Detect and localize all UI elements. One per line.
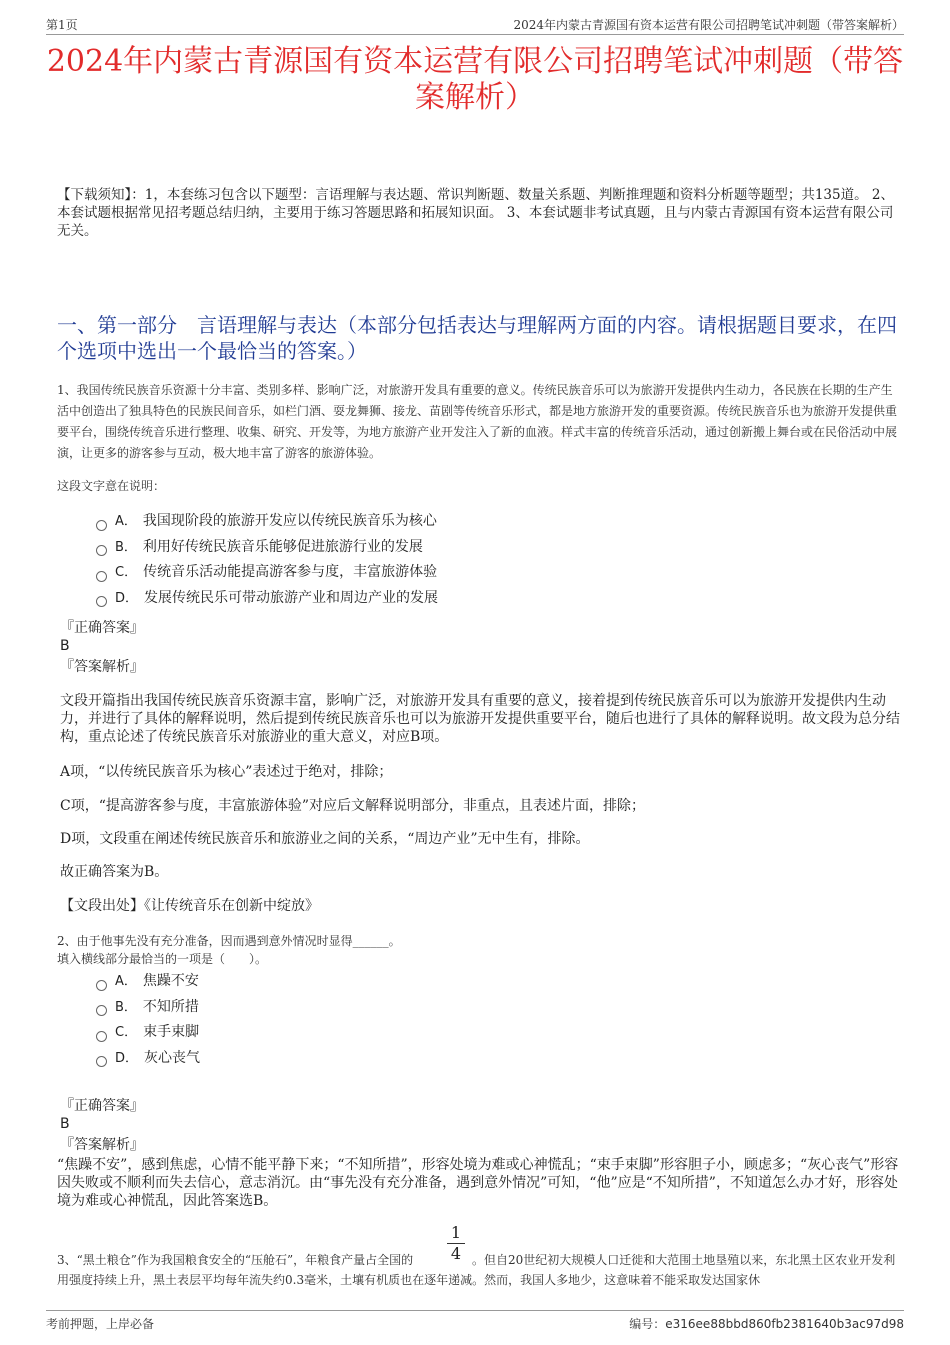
answer-label: 『正确答案』 <box>60 1098 144 1114</box>
question-2-stem: 2、由于他事先没有充分准备，因而遇到意外情况时显得______。 <box>57 934 401 948</box>
page-header <box>46 14 904 35</box>
correct-answer: B <box>60 638 70 654</box>
option-c[interactable]: C． 束手束脚 <box>96 1021 200 1047</box>
option-b[interactable]: B． 利用好传统民族音乐能够促进旅游行业的发展 <box>96 536 438 562</box>
radio-button[interactable] <box>96 1056 107 1067</box>
radio-button[interactable] <box>96 520 107 531</box>
radio-button[interactable] <box>96 1031 107 1042</box>
analysis-paragraph: A项，“以传统民族音乐为核心”表述过于绝对，排除； <box>60 764 393 780</box>
document-title: 2024年内蒙古青源国有资本运营有限公司招聘笔试冲刺题（带答案解析） <box>46 44 904 115</box>
option-a[interactable]: A． 焦躁不安 <box>96 970 200 996</box>
question-3-stem-start: 3、“黑土粮仓”作为我国粮食安全的“压舱石”，年粮食产量占全国的 <box>57 1253 414 1267</box>
option-d[interactable]: D． 发展传统民乐可带动旅游产业和周边产业的发展 <box>96 587 438 613</box>
option-c[interactable]: C． 传统音乐活动能提高游客参与度，丰富旅游体验 <box>96 561 438 587</box>
section-heading: 一、第一部分 言语理解与表达（本部分包括表达与理解两方面的内容。请根据题目要求，在四个选项中选出一个最恰当的答案。） <box>57 313 897 363</box>
analysis-paragraph: D项，文段重在阐述传统民族音乐和旅游业之间的关系，“周边产业”无中生有，排除。 <box>60 831 590 847</box>
analysis-label: 『答案解析』 <box>60 1137 144 1153</box>
radio-button[interactable] <box>96 1005 107 1016</box>
radio-button[interactable] <box>96 596 107 607</box>
page-number: 第1页 <box>46 18 78 32</box>
download-notice: 【下载须知】：1，本套练习包含以下题型：言语理解与表达题、常识判断题、数量关系题、判断推理题和资料分析题等题型；共135道。 2、本套试题根据常见招考题总结归纳，主要用于练习答题思路和拓展知识面。 3、本套试题非考试真题，且与内蒙古青源国有资本运营有限公司无关。 <box>57 187 894 239</box>
option-a[interactable]: A． 我国现阶段的旅游开发应以传统民族音乐为核心 <box>96 510 438 536</box>
radio-button[interactable] <box>96 571 107 582</box>
analysis-paragraph: “焦躁不安”，感到焦虑，心情不能平静下来；“不知所措”，形容处境为难或心神慌乱；“束手束脚”形容胆子小，顾虑多；“灰心丧气”形容因失败或不顺利而失去信心，意志消沉。由“事先没有充分准备，遇到意外情况”可知，“他”应是“不知所措”，不知道怎么办才好，形容处境为难或心神慌乱，因此答案选B。 <box>57 1157 899 1209</box>
page-footer <box>46 1310 904 1331</box>
correct-answer: B <box>60 1116 70 1132</box>
question-1-options <box>96 510 438 612</box>
analysis-paragraph: C项，“提高游客参与度，丰富旅游体验”对应后文解释说明部分，非重点，且表述片面，排除； <box>60 798 646 814</box>
fraction-one-quarter: 1 4 <box>445 1224 467 1263</box>
radio-button[interactable] <box>96 545 107 556</box>
answer-label: 『正确答案』 <box>60 620 144 636</box>
question-2-options <box>96 970 200 1072</box>
radio-button[interactable] <box>96 980 107 991</box>
header-doc-title: 2024年内蒙古青源国有资本运营有限公司招聘笔试冲刺题（带答案解析） <box>513 18 904 32</box>
question-2-prompt: 填入横线部分最恰当的一项是（ ）。 <box>57 952 268 966</box>
analysis-paragraph: 文段开篇指出我国传统民族音乐资源丰富，影响广泛，对旅游开发具有重要的意义，接着提到传统民族音乐可以为旅游开发提供内生动力，并进行了具体的解释说明，然后提到传统民族音乐也可以为旅游开发提供重要平台，随后也进行了具体的解释说明。故文段为总分结构，重点论述了传统民族音乐对旅游业的重大意义，对应B项。 <box>60 693 900 745</box>
footer-slogan: 考前押题，上岸必备 <box>46 1317 155 1331</box>
question-1-stem: 1、我国传统民族音乐资源十分丰富、类别多样、影响广泛，对旅游开发具有重要的意义。传统民族音乐可以为旅游开发提供内生动力，各民族在长期的生产生活中创造出了独具特色的民族民间音乐，如栏门酒、耍龙舞狮、接龙、苗剧等传统音乐形式，都是地方旅游开发的重要资源。传统民族音乐也为旅游开发提供重要平台，围绕传统音乐进行整理、收集、研究、开发等，为地方旅游产业开发注入了新的血液。样式丰富的传统音乐活动，通过创新搬上舞台或在民俗活动中展演，让更多的游客参与互动，极大地丰富了游客的旅游体验。 <box>57 383 898 460</box>
source-line: 【文段出处】《让传统音乐在创新中绽放》 <box>60 898 319 914</box>
question-3-stem-continued: 。但自20世纪初大规模人口迁徙和大范围土地垦殖以来，东北黑土区农业开发利用强度持续上升，黑土表层平均每年流失约0.3毫米，土壤有机质也在逐年递减。然而，我国人多地少，这意味着不能采取发达国家休 <box>57 1253 896 1287</box>
option-d[interactable]: D． 灰心丧气 <box>96 1047 200 1073</box>
analysis-label: 『答案解析』 <box>60 659 144 675</box>
option-b[interactable]: B． 不知所措 <box>96 996 200 1022</box>
document-id: 编号：e316ee88bbd860fb2381640b3ac97d98 <box>629 1317 904 1331</box>
question-1-prompt: 这段文字意在说明： <box>57 479 166 493</box>
analysis-paragraph: 故正确答案为B。 <box>60 864 169 880</box>
